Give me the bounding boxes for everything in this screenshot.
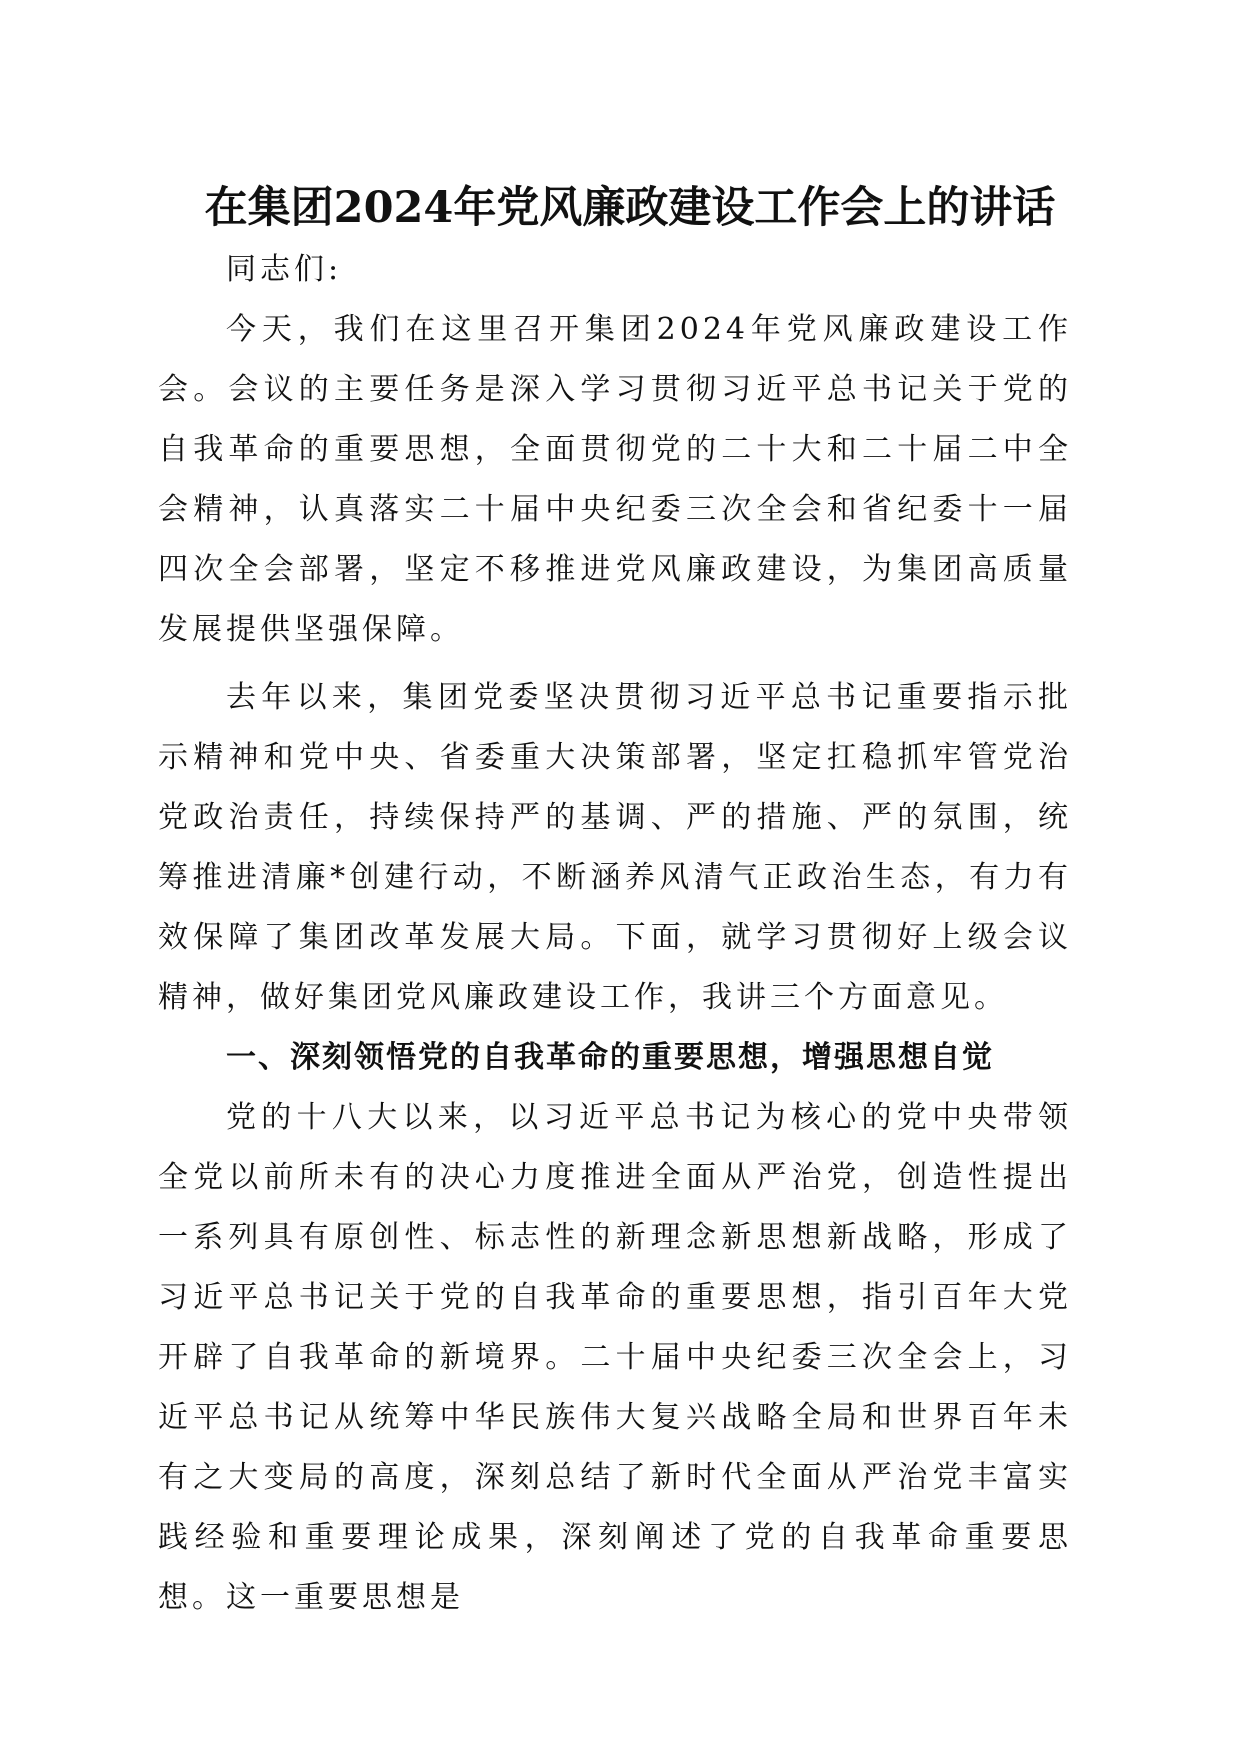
salutation: 同志们:: [226, 252, 343, 287]
paragraph-review: 去年以来，集团党委坚决贯彻习近平总书记重要指示批示精神和党中央、省委重大决策部署，坚定扛稳抓牢管党治党政治责任，持续保持严的基调、严的措施、严的氛围，统筹推进清廉*创建行动，不断涵养风清气正政治生态，有力有效保障了集团改革发展大局。下面，就学习贯彻好上级会议精神，做好集团党风廉政建设工作，我讲三个方面意见。: [158, 680, 1072, 1015]
document-body: [158, 240, 1072, 1628]
paragraph-opening: 今天，我们在这里召开集团2024年党风廉政建设工作会。会议的主要任务是深入学习贯彻习近平总书记关于党的自我革命的重要思想，全面贯彻党的二十大和二十届二中全会精神，认真落实二十届中央纪委三次全会和省纪委十一届四次全会部署，坚定不移推进党风廉政建设，为集团高质量发展提供坚强保障。: [158, 312, 1072, 647]
section-heading: 一、深刻领悟党的自我革命的重要思想，增强思想自觉: [226, 1040, 994, 1075]
document-title: 在集团2024年党风廉政建设工作会上的讲话: [204, 183, 1056, 233]
section-paragraph: 党的十八大以来，以习近平总书记为核心的党中央带领全党以前所未有的决心力度推进全面从严治党，创造性提出一系列具有原创性、标志性的新理念新思想新战略，形成了习近平总书记关于党的自我革命的重要思想，指引百年大党开辟了自我革命的新境界。二十届中央纪委三次全会上，习近平总书记从统筹中华民族伟大复兴战略全局和世界百年未有之大变局的高度，深刻总结了新时代全面从严治党丰富实践经验和重要理论成果，深刻阐述了党的自我革命重要思想。这一重要思想是: [158, 1100, 1072, 1615]
